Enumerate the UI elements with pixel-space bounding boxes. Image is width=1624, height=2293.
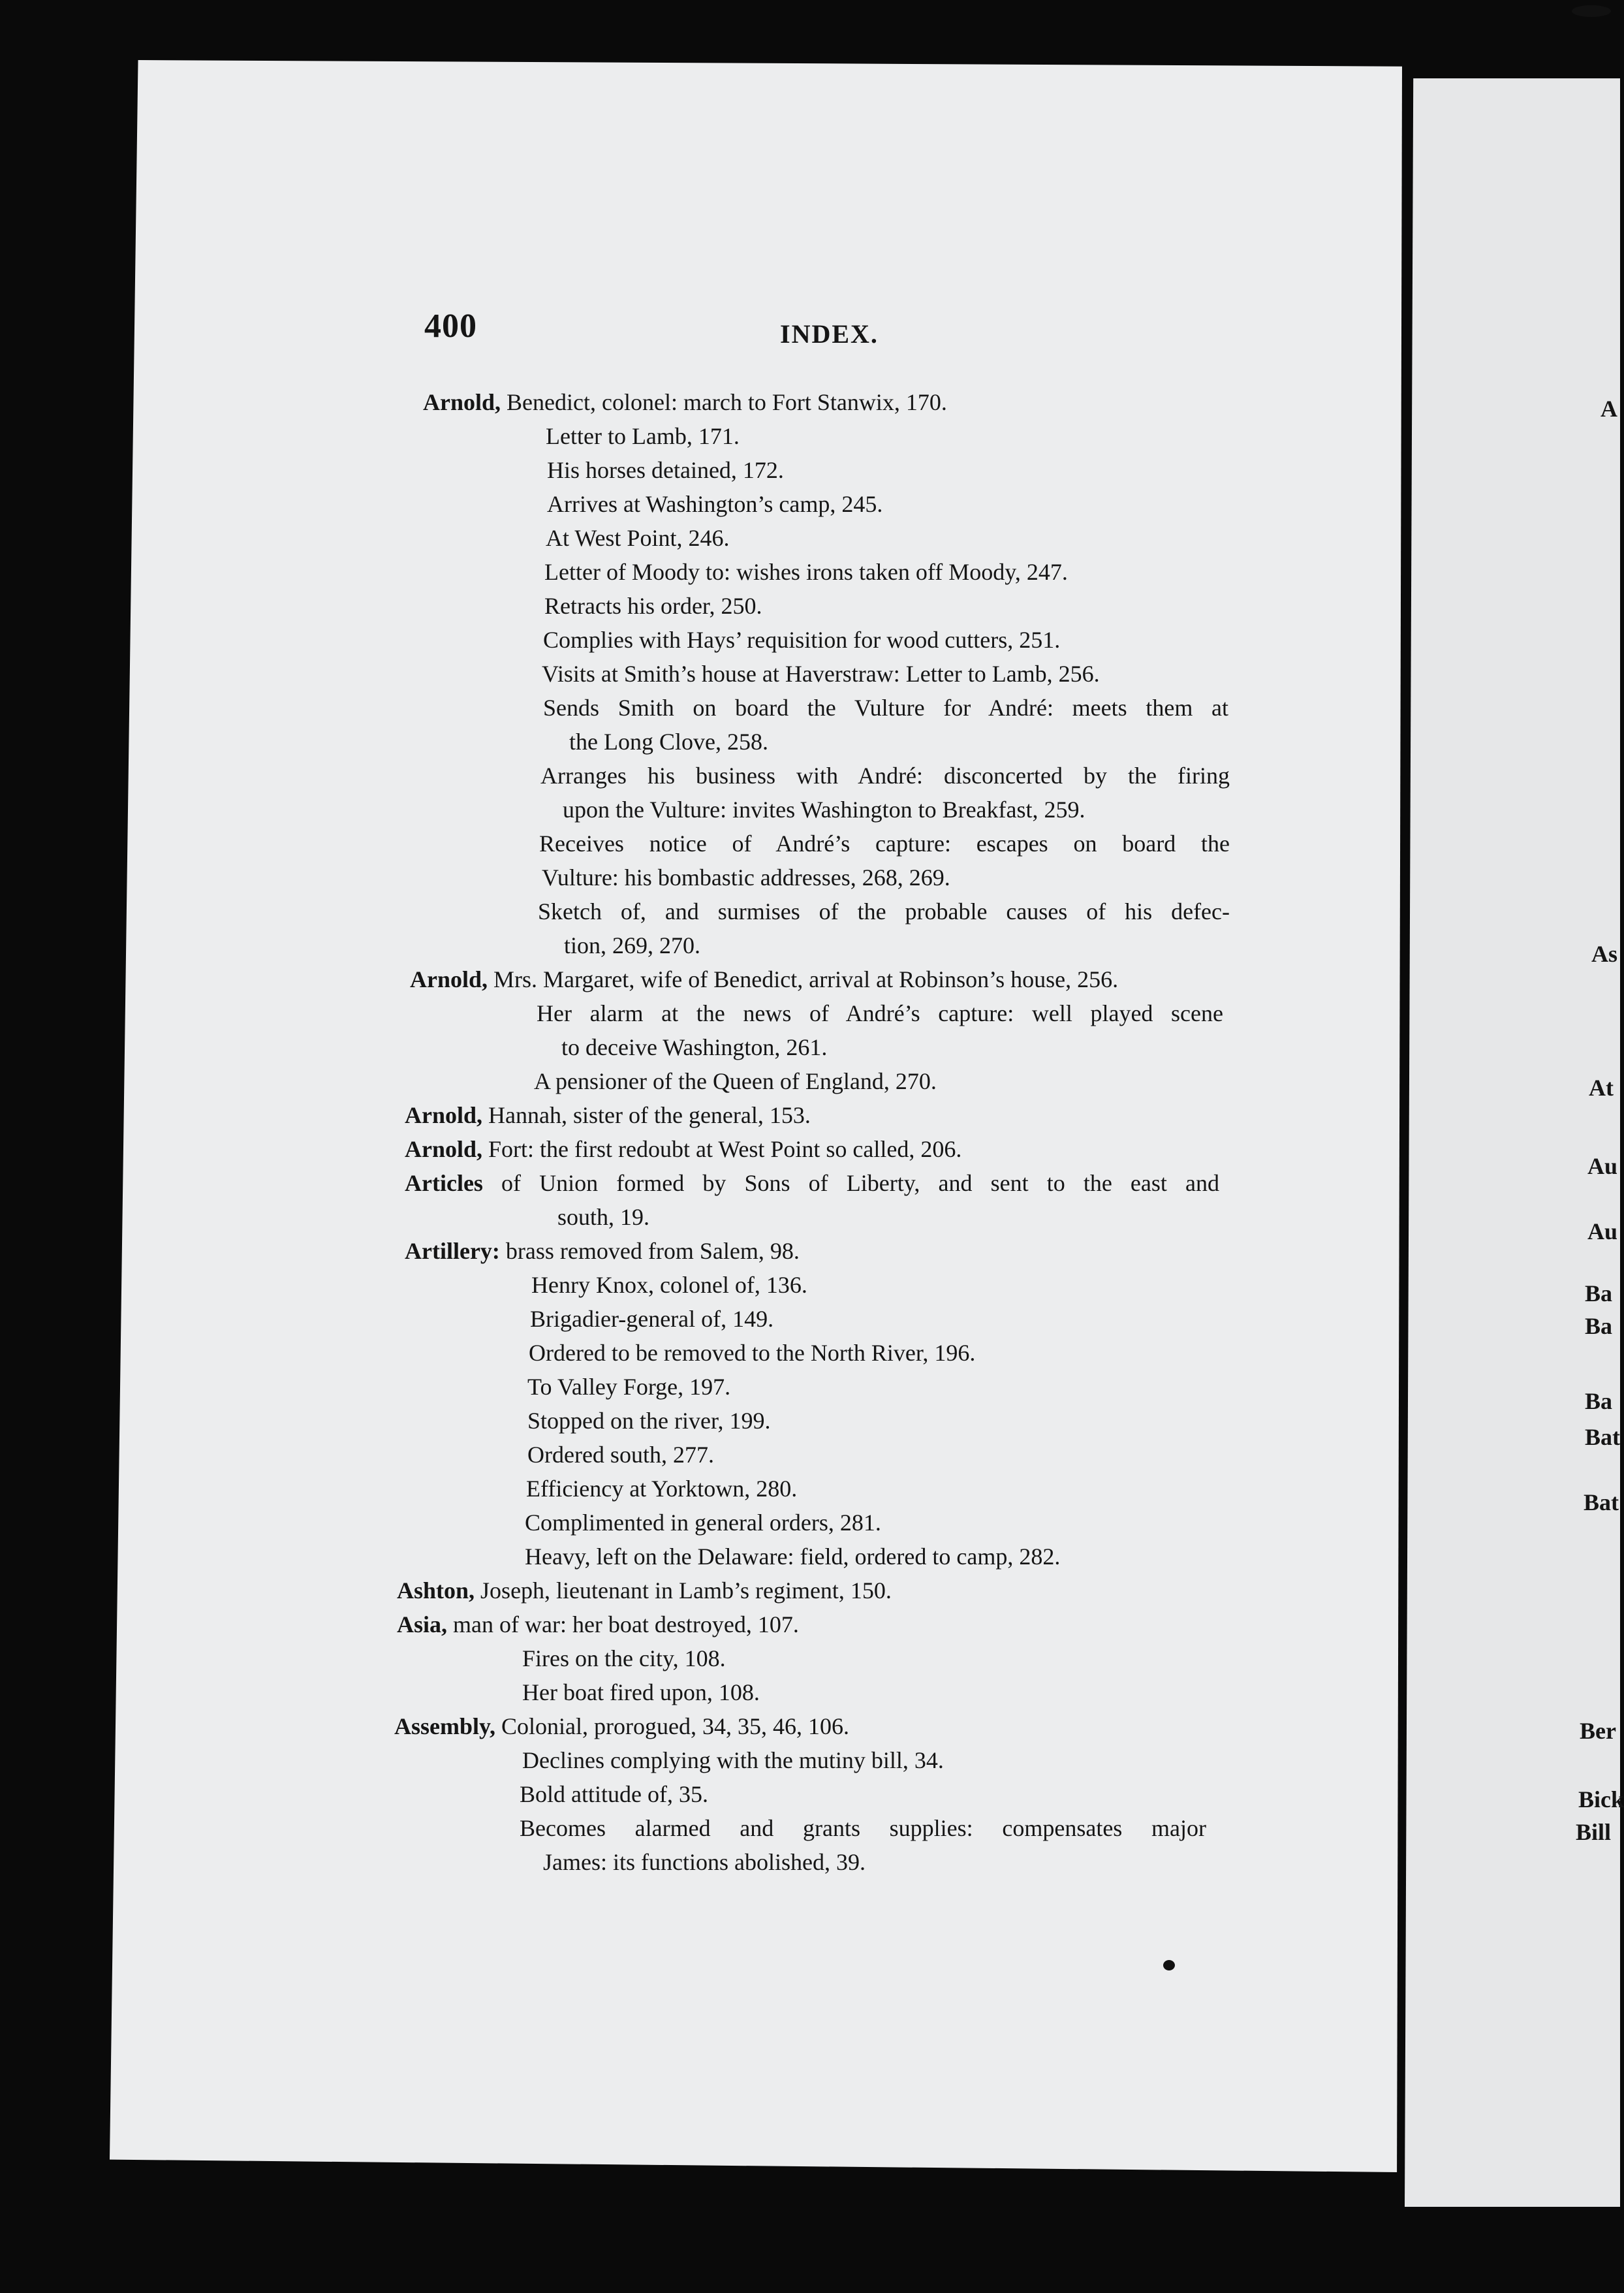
running-head: INDEX.	[780, 319, 879, 349]
facing-page-fragment: A	[1601, 396, 1617, 422]
index-line: Letter to Lamb, 171.	[546, 423, 740, 449]
index-line: Complies with Hays’ requisition for wood cutters, 251.	[543, 627, 1061, 653]
index-line: Her alarm at the news of André’s capture: well played scene	[537, 1000, 1223, 1026]
index-line: upon the Vulture: invites Washington to Breakfast, 259.	[563, 797, 1085, 823]
facing-page-fragment: Bick	[1578, 1786, 1624, 1812]
facing-page-fragment: At	[1589, 1075, 1614, 1101]
index-line: Ordered south, 277.	[527, 1442, 714, 1468]
index-line: Declines complying with the mutiny bill, 34.	[522, 1747, 944, 1773]
ink-speck	[1572, 5, 1611, 17]
index-heading: Arnold,	[423, 389, 501, 415]
index-line: Heavy, left on the Delaware: field, ordered to camp, 282.	[525, 1543, 1061, 1570]
index-line: Sends Smith on board the Vulture for André: meets them at	[543, 695, 1228, 721]
facing-page-fragment: Ba	[1585, 1388, 1613, 1414]
page-number: 400	[424, 308, 477, 345]
index-line: Letter of Moody to: wishes irons taken off Moody, 247.	[544, 559, 1068, 585]
ink-speck	[1163, 1960, 1175, 1970]
index-line: Arrives at Washington’s camp, 245.	[547, 491, 883, 517]
index-line: Visits at Smith’s house at Haverstraw: Letter to Lamb, 256.	[542, 661, 1100, 687]
index-entry-text: Mrs. Margaret, wife of Benedict, arrival at Robinson’s house, 256.	[488, 966, 1119, 992]
index-line: James: its functions abolished, 39.	[543, 1849, 866, 1875]
index-heading: Arnold,	[405, 1102, 483, 1128]
index-heading: Arnold,	[410, 966, 488, 992]
facing-page-fragment: Au	[1587, 1218, 1618, 1244]
index-line: Efficiency at Yorktown, 280.	[526, 1476, 798, 1502]
facing-page-fragment: Ber	[1580, 1718, 1616, 1744]
index-line: Receives notice of André’s capture: escapes on board the	[539, 830, 1230, 857]
index-line: Ordered to be removed to the North River, 196.	[529, 1340, 976, 1366]
index-entry-text: Joseph, lieutenant in Lamb’s regiment, 150.	[475, 1577, 892, 1604]
index-entry-text: Fort: the first redoubt at West Point so called, 206.	[482, 1136, 962, 1162]
index-line: Henry Knox, colonel of, 136.	[531, 1272, 807, 1298]
index-line: Becomes alarmed and grants supplies: compensates major	[520, 1815, 1206, 1841]
index-heading: Articles	[405, 1170, 483, 1196]
index-line: Brigadier-general of, 149.	[530, 1306, 774, 1332]
index-line: Her boat fired upon, 108.	[522, 1679, 760, 1705]
index-entry-text: brass removed from Salem, 98.	[499, 1238, 800, 1264]
index-line: Vulture: his bombastic addresses, 268, 269.	[542, 864, 950, 891]
index-heading: Assembly,	[394, 1713, 496, 1739]
index-heading: Artillery:	[405, 1238, 500, 1264]
index-entry-text: of Union formed by Sons of Liberty, and sent to the east and	[482, 1170, 1219, 1196]
index-heading: Arnold,	[405, 1136, 483, 1162]
index-heading: Ashton,	[397, 1577, 475, 1604]
index-line: His horses detained, 172.	[547, 457, 784, 483]
index-line: Bold attitude of, 35.	[520, 1781, 708, 1807]
facing-page-fragment: Ba	[1585, 1313, 1613, 1339]
index-entry-text: Colonial, prorogued, 34, 35, 46, 106.	[495, 1713, 849, 1739]
index-line: south, 19.	[557, 1204, 650, 1230]
facing-page-fragment: Ba	[1585, 1280, 1613, 1306]
index-heading: Asia,	[397, 1611, 448, 1637]
index-line: the Long Clove, 258.	[569, 729, 768, 755]
index-line: to deceive Washington, 261.	[561, 1034, 828, 1060]
index-line: Complimented in general orders, 281.	[525, 1510, 881, 1536]
index-line: Fires on the city, 108.	[522, 1645, 726, 1671]
index-line: Sketch of, and surmises of the probable causes of his defec-	[538, 898, 1230, 925]
index-entry-text: Benedict, colonel: march to Fort Stanwix, 170.	[501, 389, 947, 415]
index-line: Retracts his order, 250.	[544, 593, 762, 619]
index-line: Arranges his business with André: disconcerted by the firing	[540, 763, 1230, 789]
index-entry-text: man of war: her boat destroyed, 107.	[447, 1611, 799, 1637]
index-line: To Valley Forge, 197.	[527, 1374, 731, 1400]
facing-page-fragment: Au	[1587, 1153, 1618, 1179]
facing-page-fragment: Bat	[1585, 1424, 1620, 1450]
facing-page-fragment: Bill	[1576, 1819, 1612, 1845]
index-line: tion, 269, 270.	[564, 932, 701, 958]
index-entry-text: Hannah, sister of the general, 153.	[482, 1102, 811, 1128]
index-line: Stopped on the river, 199.	[527, 1408, 771, 1434]
index-line: A pensioner of the Queen of England, 270.	[534, 1068, 937, 1094]
facing-page-fragment: As	[1591, 941, 1618, 967]
facing-page-fragment: Bat	[1584, 1489, 1619, 1515]
index-line: At West Point, 246.	[546, 525, 730, 551]
